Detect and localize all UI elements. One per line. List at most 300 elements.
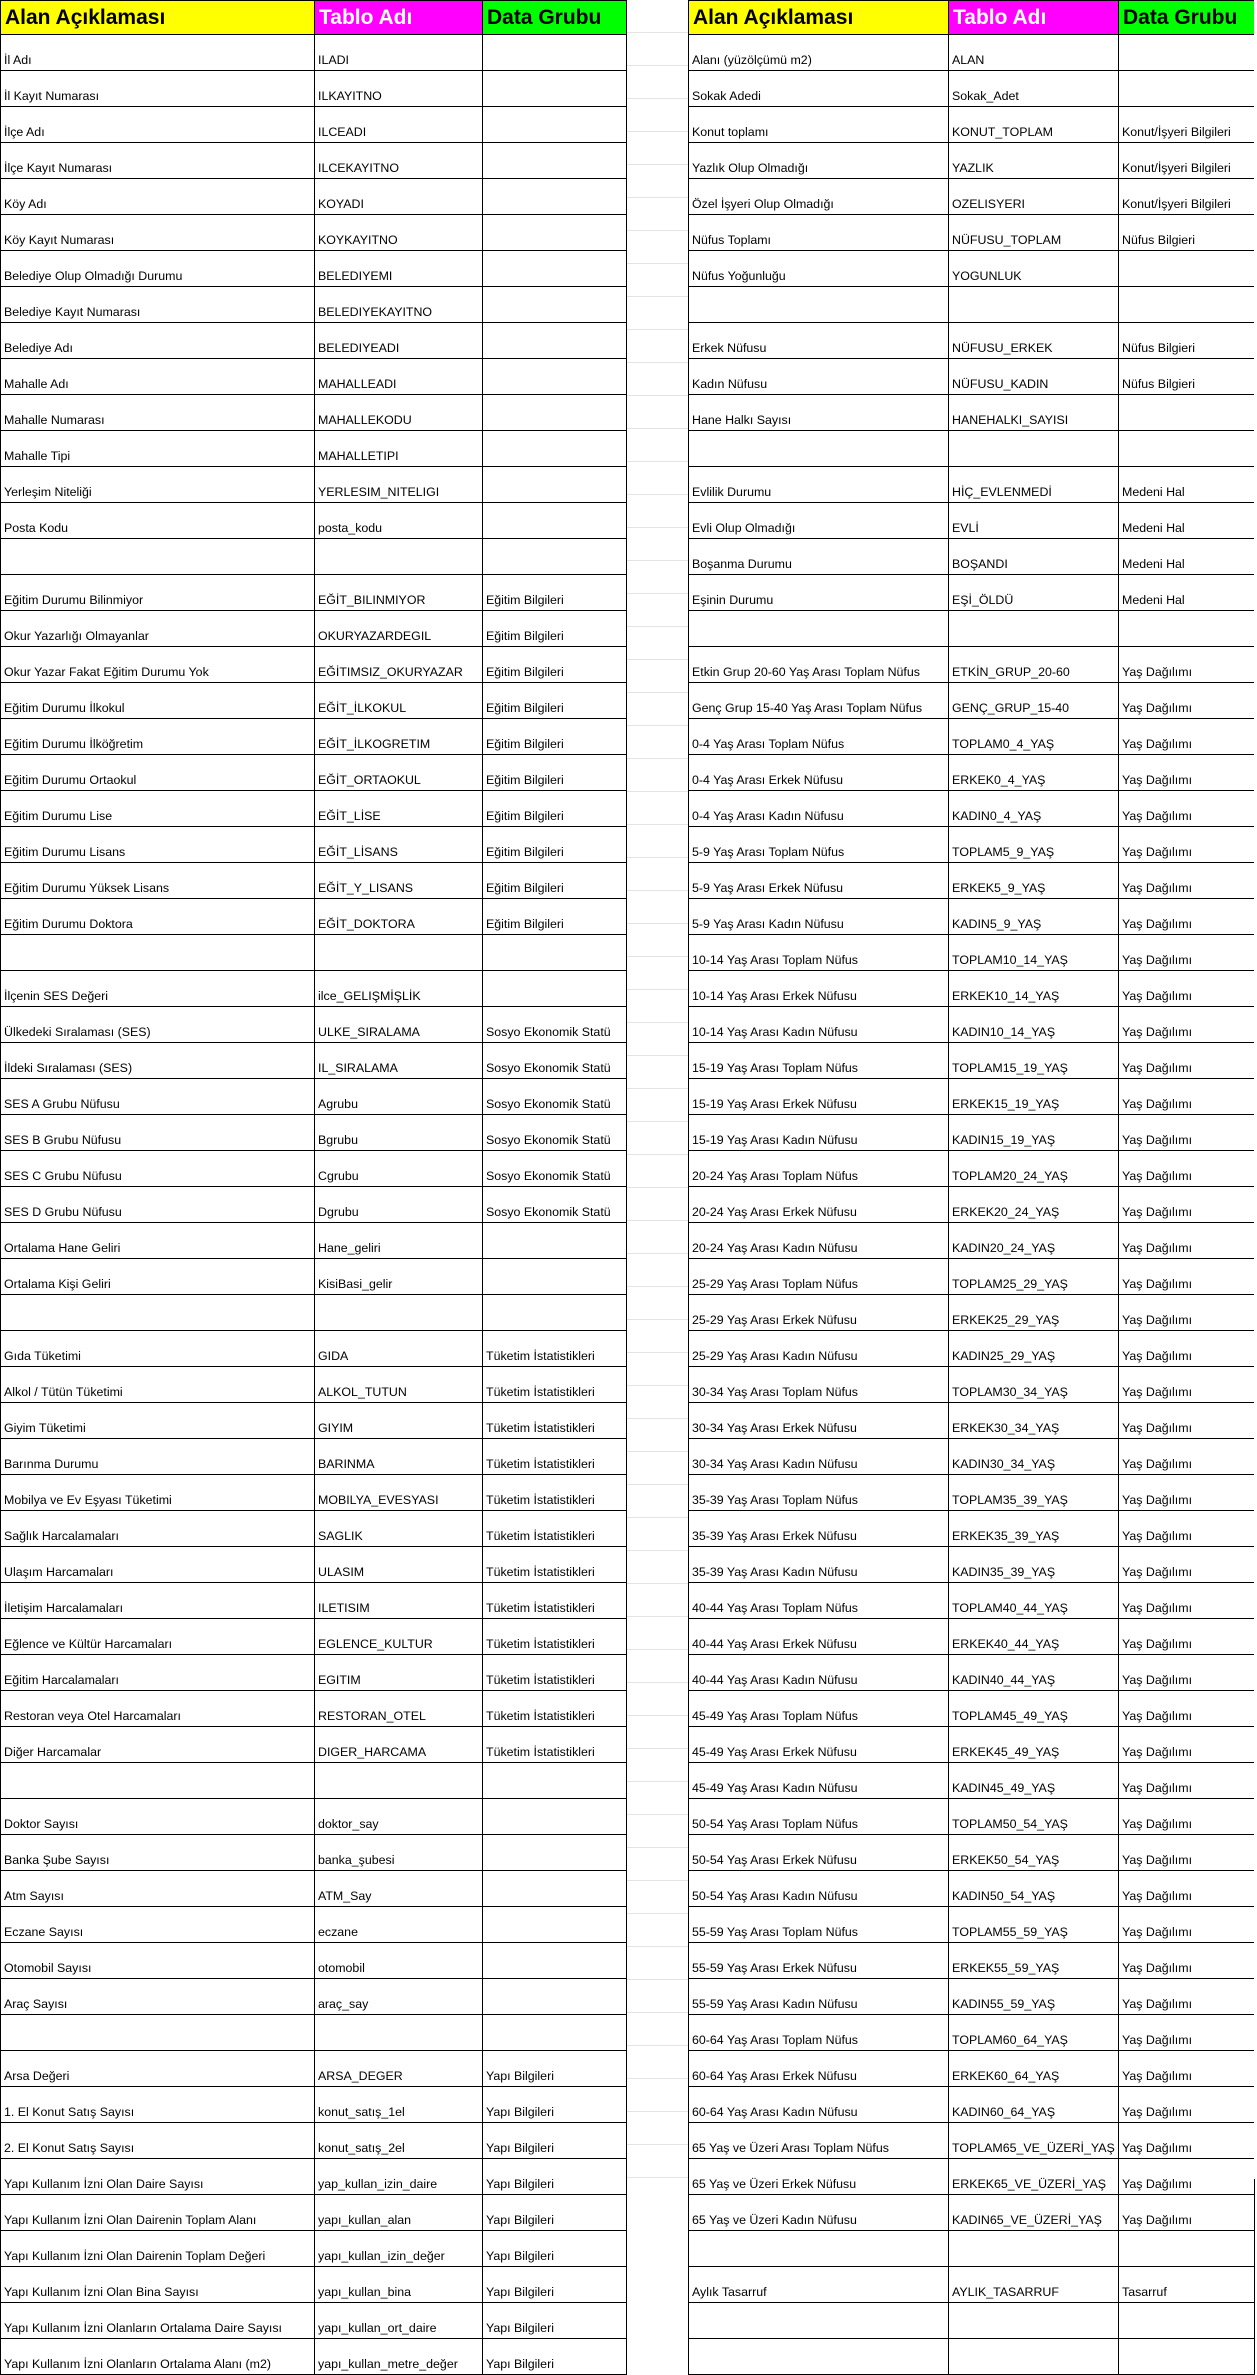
cell-data-group[interactable] [1119,611,1255,647]
cell-description[interactable]: 2. El Konut Satış Sayısı [1,2123,315,2159]
header-data-group[interactable]: Data Grubu [1119,1,1255,35]
header-description[interactable]: Alan Açıklaması [1,1,315,35]
cell-description[interactable]: Araç Sayısı [1,1979,315,2015]
cell-data-group[interactable]: Sosyo Ekonomik Statü [483,1187,627,1223]
cell-description[interactable]: 35-39 Yaş Arası Erkek Nüfusu [689,1511,949,1547]
cell-table-name[interactable]: TOPLAM25_29_YAŞ [949,1259,1119,1295]
cell-table-name[interactable]: ERKEK45_49_YAŞ [949,1727,1119,1763]
cell-table-name[interactable]: BELEDIYEMI [315,251,483,287]
cell-description[interactable]: 45-49 Yaş Arası Toplam Nüfus [689,1691,949,1727]
cell-data-group[interactable]: Sosyo Ekonomik Statü [483,1151,627,1187]
cell-description[interactable]: İlçenin SES Değeri [1,971,315,1007]
cell-description[interactable]: Özel İşyeri Olup Olmadığı [689,179,949,215]
cell-data-group[interactable]: Yaş Dağılımı [1119,1727,1255,1763]
cell-description[interactable] [689,2303,949,2339]
cell-data-group[interactable]: Yaş Dağılımı [1119,2159,1255,2195]
cell-description[interactable]: Eğitim Durumu İlkokul [1,683,315,719]
cell-table-name[interactable]: HİÇ_EVLENMEDİ [949,467,1119,503]
cell-data-group[interactable]: Yaş Dağılımı [1119,2087,1255,2123]
cell-data-group[interactable]: Medeni Hal [1119,467,1255,503]
cell-table-name[interactable]: TOPLAM10_14_YAŞ [949,935,1119,971]
cell-description[interactable]: 5-9 Yaş Arası Toplam Nüfus [689,827,949,863]
cell-table-name[interactable]: TOPLAM65_VE_ÜZERİ_YAŞ [949,2123,1119,2159]
cell-description[interactable]: 55-59 Yaş Arası Toplam Nüfus [689,1907,949,1943]
cell-data-group[interactable]: Nüfus Bilgieri [1119,359,1255,395]
cell-description[interactable]: Posta Kodu [1,503,315,539]
cell-table-name[interactable]: ERKEK5_9_YAŞ [949,863,1119,899]
cell-table-name[interactable]: IL_SIRALAMA [315,1043,483,1079]
cell-description[interactable]: Kadın Nüfusu [689,359,949,395]
cell-data-group[interactable] [483,1799,627,1835]
cell-table-name[interactable]: TOPLAM20_24_YAŞ [949,1151,1119,1187]
cell-data-group[interactable]: Yapı Bilgileri [483,2231,627,2267]
cell-table-name[interactable]: KADIN15_19_YAŞ [949,1115,1119,1151]
cell-description[interactable]: Yerleşim Niteliği [1,467,315,503]
cell-description[interactable] [1,539,315,575]
cell-data-group[interactable]: Medeni Hal [1119,503,1255,539]
cell-data-group[interactable]: Sosyo Ekonomik Statü [483,1079,627,1115]
cell-table-name[interactable]: ERKEK40_44_YAŞ [949,1619,1119,1655]
cell-table-name[interactable]: ERKEK50_54_YAŞ [949,1835,1119,1871]
cell-description[interactable]: Eczane Sayısı [1,1907,315,1943]
cell-description[interactable]: Arsa Değeri [1,2051,315,2087]
cell-description[interactable] [689,2339,949,2375]
cell-description[interactable]: Eğitim Durumu Lise [1,791,315,827]
cell-table-name[interactable]: ILCEADI [315,107,483,143]
cell-data-group[interactable] [483,71,627,107]
cell-data-group[interactable] [483,107,627,143]
cell-table-name[interactable]: BELEDIYEKAYITNO [315,287,483,323]
cell-data-group[interactable]: Yaş Dağılımı [1119,1763,1255,1799]
cell-description[interactable]: Eğitim Durumu İlköğretim [1,719,315,755]
cell-table-name[interactable]: Hane_geliri [315,1223,483,1259]
cell-description[interactable]: İlçe Kayıt Numarası [1,143,315,179]
cell-description[interactable] [689,431,949,467]
cell-table-name[interactable]: BOŞANDI [949,539,1119,575]
cell-description[interactable]: Boşanma Durumu [689,539,949,575]
cell-data-group[interactable] [483,971,627,1007]
cell-data-group[interactable]: Tüketim İstatistikleri [483,1331,627,1367]
cell-description[interactable]: Etkin Grup 20-60 Yaş Arası Toplam Nüfus [689,647,949,683]
cell-table-name[interactable] [949,611,1119,647]
cell-description[interactable]: Yapı Kullanım İzni Olan Bina Sayısı [1,2267,315,2303]
cell-data-group[interactable]: Yapı Bilgileri [483,2267,627,2303]
cell-description[interactable]: 15-19 Yaş Arası Erkek Nüfusu [689,1079,949,1115]
cell-description[interactable]: Alkol / Tütün Tüketimi [1,1367,315,1403]
cell-description[interactable] [1,1763,315,1799]
cell-description[interactable]: 15-19 Yaş Arası Toplam Nüfus [689,1043,949,1079]
cell-description[interactable]: Konut toplamı [689,107,949,143]
cell-table-name[interactable]: KADIN35_39_YAŞ [949,1547,1119,1583]
cell-table-name[interactable]: yapı_kullan_alan [315,2195,483,2231]
cell-description[interactable]: Ortalama Kişi Geliri [1,1259,315,1295]
cell-table-name[interactable]: YOGUNLUK [949,251,1119,287]
cell-table-name[interactable] [949,431,1119,467]
cell-data-group[interactable]: Yaş Dağılımı [1119,1295,1255,1331]
cell-data-group[interactable]: Tasarruf [1119,2267,1255,2303]
cell-data-group[interactable]: Yaş Dağılımı [1119,647,1255,683]
cell-table-name[interactable]: KADIN55_59_YAŞ [949,1979,1119,2015]
cell-table-name[interactable]: ILETISIM [315,1583,483,1619]
cell-table-name[interactable]: GENÇ_GRUP_15-40 [949,683,1119,719]
cell-table-name[interactable]: yapı_kullan_ort_daire [315,2303,483,2339]
cell-table-name[interactable]: ATM_Say [315,1871,483,1907]
cell-table-name[interactable]: SAGLIK [315,1511,483,1547]
cell-data-group[interactable] [483,1943,627,1979]
cell-description[interactable]: 30-34 Yaş Arası Toplam Nüfus [689,1367,949,1403]
cell-table-name[interactable] [315,2015,483,2051]
cell-description[interactable]: 0-4 Yaş Arası Toplam Nüfus [689,719,949,755]
cell-table-name[interactable]: ILADI [315,35,483,71]
cell-data-group[interactable] [483,323,627,359]
cell-description[interactable]: Ortalama Hane Geliri [1,1223,315,1259]
cell-data-group[interactable] [483,1223,627,1259]
cell-description[interactable]: Yazlık Olup Olmadığı [689,143,949,179]
cell-data-group[interactable]: Tüketim İstatistikleri [483,1583,627,1619]
header-table-name[interactable]: Tablo Adı [949,1,1119,35]
cell-data-group[interactable]: Eğitim Bilgileri [483,827,627,863]
cell-table-name[interactable]: EGITIM [315,1655,483,1691]
cell-description[interactable]: Yapı Kullanım İzni Olan Daire Sayısı [1,2159,315,2195]
cell-table-name[interactable]: ERKEK25_29_YAŞ [949,1295,1119,1331]
cell-description[interactable]: 20-24 Yaş Arası Erkek Nüfusu [689,1187,949,1223]
cell-table-name[interactable]: BELEDIYEADI [315,323,483,359]
cell-data-group[interactable]: Yapı Bilgileri [483,2195,627,2231]
cell-table-name[interactable]: MAHALLEADI [315,359,483,395]
cell-table-name[interactable]: OZELISYERI [949,179,1119,215]
cell-data-group[interactable] [483,287,627,323]
cell-data-group[interactable]: Yaş Dağılımı [1119,1403,1255,1439]
cell-table-name[interactable]: KADIN25_29_YAŞ [949,1331,1119,1367]
cell-table-name[interactable]: ILCEKAYITNO [315,143,483,179]
cell-data-group[interactable] [1119,71,1255,107]
cell-table-name[interactable]: KOYADI [315,179,483,215]
cell-table-name[interactable]: EĞİT_Y_LISANS [315,863,483,899]
cell-data-group[interactable]: Yaş Dağılımı [1119,1835,1255,1871]
cell-description[interactable]: Köy Kayıt Numarası [1,215,315,251]
cell-table-name[interactable]: Sokak_Adet [949,71,1119,107]
cell-description[interactable]: 20-24 Yaş Arası Kadın Nüfusu [689,1223,949,1259]
cell-table-name[interactable]: NÜFUSU_TOPLAM [949,215,1119,251]
cell-table-name[interactable]: OKURYAZARDEGIL [315,611,483,647]
cell-data-group[interactable]: Eğitim Bilgileri [483,683,627,719]
cell-table-name[interactable]: NÜFUSU_KADIN [949,359,1119,395]
cell-data-group[interactable]: Yaş Dağılımı [1119,935,1255,971]
cell-data-group[interactable]: Konut/İşyeri Bilgileri [1119,179,1255,215]
cell-data-group[interactable]: Yapı Bilgileri [483,2339,627,2375]
cell-table-name[interactable]: araç_say [315,1979,483,2015]
cell-description[interactable]: Eğitim Harcalamaları [1,1655,315,1691]
header-data-group[interactable]: Data Grubu [483,1,627,35]
cell-data-group[interactable] [1119,2231,1255,2267]
cell-data-group[interactable]: Yaş Dağılımı [1119,1583,1255,1619]
cell-description[interactable]: Okur Yazarlığı Olmayanlar [1,611,315,647]
cell-table-name[interactable]: ULASIM [315,1547,483,1583]
cell-data-group[interactable]: Sosyo Ekonomik Statü [483,1007,627,1043]
cell-data-group[interactable] [1119,2339,1255,2375]
cell-table-name[interactable]: TOPLAM0_4_YAŞ [949,719,1119,755]
cell-data-group[interactable]: Eğitim Bilgileri [483,899,627,935]
cell-table-name[interactable]: ULKE_SIRALAMA [315,1007,483,1043]
cell-table-name[interactable]: TOPLAM30_34_YAŞ [949,1367,1119,1403]
cell-table-name[interactable]: Cgrubu [315,1151,483,1187]
cell-description[interactable]: Eğitim Durumu Ortaokul [1,755,315,791]
cell-table-name[interactable]: TOPLAM50_54_YAŞ [949,1799,1119,1835]
cell-description[interactable] [689,2231,949,2267]
cell-description[interactable]: Mobilya ve Ev Eşyası Tüketimi [1,1475,315,1511]
cell-table-name[interactable]: EĞİT_BILINMIYOR [315,575,483,611]
cell-table-name[interactable]: EĞİT_İLKOGRETIM [315,719,483,755]
cell-table-name[interactable]: KADIN0_4_YAŞ [949,791,1119,827]
cell-description[interactable]: 5-9 Yaş Arası Kadın Nüfusu [689,899,949,935]
cell-table-name[interactable]: banka_şubesi [315,1835,483,1871]
cell-description[interactable]: 60-64 Yaş Arası Erkek Nüfusu [689,2051,949,2087]
cell-table-name[interactable]: BARINMA [315,1439,483,1475]
cell-data-group[interactable]: Yaş Dağılımı [1119,1367,1255,1403]
cell-data-group[interactable]: Yaş Dağılımı [1119,1007,1255,1043]
cell-description[interactable]: Nüfus Toplamı [689,215,949,251]
cell-table-name[interactable]: konut_satış_1el [315,2087,483,2123]
cell-description[interactable]: SES B Grubu Nüfusu [1,1115,315,1151]
cell-data-group[interactable]: Yapı Bilgileri [483,2123,627,2159]
cell-table-name[interactable]: TOPLAM45_49_YAŞ [949,1691,1119,1727]
cell-description[interactable]: Giyim Tüketimi [1,1403,315,1439]
cell-table-name[interactable]: ETKİN_GRUP_20-60 [949,647,1119,683]
cell-data-group[interactable]: Eğitim Bilgileri [483,755,627,791]
cell-data-group[interactable]: Yaş Dağılımı [1119,719,1255,755]
cell-data-group[interactable]: Yaş Dağılımı [1119,2015,1255,2051]
cell-data-group[interactable] [483,539,627,575]
cell-table-name[interactable] [949,2339,1119,2375]
cell-table-name[interactable] [949,2303,1119,2339]
cell-description[interactable]: 1. El Konut Satış Sayısı [1,2087,315,2123]
cell-description[interactable]: Barınma Durumu [1,1439,315,1475]
cell-description[interactable]: 60-64 Yaş Arası Kadın Nüfusu [689,2087,949,2123]
cell-data-group[interactable]: Yaş Dağılımı [1119,2195,1255,2231]
cell-data-group[interactable]: Yaş Dağılımı [1119,827,1255,863]
cell-description[interactable]: Ülkedeki Sıralaması (SES) [1,1007,315,1043]
cell-data-group[interactable]: Tüketim İstatistikleri [483,1727,627,1763]
cell-data-group[interactable] [483,143,627,179]
cell-data-group[interactable] [483,251,627,287]
cell-description[interactable]: 5-9 Yaş Arası Erkek Nüfusu [689,863,949,899]
cell-table-name[interactable]: ilce_GELIŞMİŞLİK [315,971,483,1007]
cell-description[interactable]: 65 Yaş ve Üzeri Kadın Nüfusu [689,2195,949,2231]
cell-data-group[interactable]: Yaş Dağılımı [1119,899,1255,935]
cell-description[interactable]: Belediye Kayıt Numarası [1,287,315,323]
cell-description[interactable]: 45-49 Yaş Arası Erkek Nüfusu [689,1727,949,1763]
cell-data-group[interactable] [483,1763,627,1799]
cell-data-group[interactable] [1119,431,1255,467]
cell-description[interactable]: 0-4 Yaş Arası Erkek Nüfusu [689,755,949,791]
cell-description[interactable]: 0-4 Yaş Arası Kadın Nüfusu [689,791,949,827]
cell-description[interactable]: İletişim Harcalamaları [1,1583,315,1619]
cell-description[interactable]: Evlilik Durumu [689,467,949,503]
cell-data-group[interactable] [483,1295,627,1331]
cell-description[interactable]: Mahalle Numarası [1,395,315,431]
cell-data-group[interactable]: Yaş Dağılımı [1119,1691,1255,1727]
cell-table-name[interactable]: TOPLAM40_44_YAŞ [949,1583,1119,1619]
cell-data-group[interactable] [1119,2303,1255,2339]
cell-data-group[interactable]: Yaş Dağılımı [1119,1223,1255,1259]
cell-table-name[interactable]: GIYIM [315,1403,483,1439]
cell-description[interactable]: İlçe Adı [1,107,315,143]
cell-description[interactable]: Atm Sayısı [1,1871,315,1907]
cell-description[interactable]: SES C Grubu Nüfusu [1,1151,315,1187]
cell-description[interactable]: İl Kayıt Numarası [1,71,315,107]
cell-description[interactable]: Sağlık Harcalamaları [1,1511,315,1547]
cell-data-group[interactable]: Yaş Dağılımı [1119,755,1255,791]
cell-table-name[interactable]: posta_kodu [315,503,483,539]
cell-data-group[interactable]: Tüketim İstatistikleri [483,1439,627,1475]
cell-description[interactable]: 10-14 Yaş Arası Erkek Nüfusu [689,971,949,1007]
cell-table-name[interactable] [949,2231,1119,2267]
cell-description[interactable]: SES D Grubu Nüfusu [1,1187,315,1223]
cell-table-name[interactable]: ALKOL_TUTUN [315,1367,483,1403]
cell-table-name[interactable]: KADIN30_34_YAŞ [949,1439,1119,1475]
cell-data-group[interactable]: Yaş Dağılımı [1119,1331,1255,1367]
cell-table-name[interactable]: EĞİTIMSIZ_OKURYAZAR [315,647,483,683]
cell-table-name[interactable]: KOYKAYITNO [315,215,483,251]
cell-table-name[interactable]: EĞİT_LİSE [315,791,483,827]
cell-description[interactable]: SES A Grubu Nüfusu [1,1079,315,1115]
cell-table-name[interactable]: TOPLAM35_39_YAŞ [949,1475,1119,1511]
cell-description[interactable]: Sokak Adedi [689,71,949,107]
cell-data-group[interactable]: Nüfus Bilgieri [1119,323,1255,359]
cell-table-name[interactable]: TOPLAM60_64_YAŞ [949,2015,1119,2051]
cell-data-group[interactable]: Yaş Dağılımı [1119,1979,1255,2015]
cell-data-group[interactable]: Eğitim Bilgileri [483,719,627,755]
cell-description[interactable]: 40-44 Yaş Arası Toplam Nüfus [689,1583,949,1619]
cell-description[interactable]: Eğlence ve Kültür Harcamaları [1,1619,315,1655]
cell-table-name[interactable]: eczane [315,1907,483,1943]
cell-data-group[interactable]: Yaş Dağılımı [1119,1187,1255,1223]
cell-data-group[interactable] [483,1259,627,1295]
cell-table-name[interactable]: KisiBasi_gelir [315,1259,483,1295]
cell-data-group[interactable]: Yaş Dağılımı [1119,1907,1255,1943]
cell-description[interactable]: 55-59 Yaş Arası Erkek Nüfusu [689,1943,949,1979]
cell-description[interactable]: Yapı Kullanım İzni Olanların Ortalama Daire Sayısı [1,2303,315,2339]
cell-description[interactable]: 35-39 Yaş Arası Kadın Nüfusu [689,1547,949,1583]
cell-description[interactable]: Eşinin Durumu [689,575,949,611]
cell-data-group[interactable]: Tüketim İstatistikleri [483,1367,627,1403]
cell-data-group[interactable]: Yaş Dağılımı [1119,1655,1255,1691]
cell-data-group[interactable]: Yaş Dağılımı [1119,1079,1255,1115]
cell-description[interactable] [689,287,949,323]
cell-data-group[interactable] [1119,395,1255,431]
cell-table-name[interactable]: HANEHALKI_SAYISI [949,395,1119,431]
cell-description[interactable]: Eğitim Durumu Lisans [1,827,315,863]
cell-description[interactable]: 35-39 Yaş Arası Toplam Nüfus [689,1475,949,1511]
cell-table-name[interactable]: ALAN [949,35,1119,71]
cell-description[interactable]: Erkek Nüfusu [689,323,949,359]
cell-description[interactable]: 55-59 Yaş Arası Kadın Nüfusu [689,1979,949,2015]
cell-data-group[interactable] [483,179,627,215]
cell-table-name[interactable]: KADIN65_VE_ÜZERİ_YAŞ [949,2195,1119,2231]
cell-table-name[interactable]: NÜFUSU_ERKEK [949,323,1119,359]
cell-data-group[interactable]: Yaş Dağılımı [1119,2123,1255,2159]
cell-table-name[interactable]: EŞİ_ÖLDÜ [949,575,1119,611]
cell-data-group[interactable]: Yaş Dağılımı [1119,791,1255,827]
cell-data-group[interactable]: Yaş Dağılımı [1119,1115,1255,1151]
cell-data-group[interactable] [483,935,627,971]
cell-table-name[interactable]: ERKEK55_59_YAŞ [949,1943,1119,1979]
header-table-name[interactable]: Tablo Adı [315,1,483,35]
cell-description[interactable]: 65 Yaş ve Üzeri Arası Toplam Nüfus [689,2123,949,2159]
cell-table-name[interactable]: KADIN10_14_YAŞ [949,1007,1119,1043]
cell-data-group[interactable] [483,1871,627,1907]
cell-description[interactable]: Belediye Olup Olmadığı Durumu [1,251,315,287]
cell-data-group[interactable]: Konut/İşyeri Bilgileri [1119,143,1255,179]
cell-table-name[interactable]: ERKEK65_VE_ÜZERİ_YAŞ [949,2159,1119,2195]
cell-table-name[interactable]: KONUT_TOPLAM [949,107,1119,143]
cell-data-group[interactable]: Yaş Dağılımı [1119,1151,1255,1187]
cell-description[interactable] [1,935,315,971]
cell-table-name[interactable]: konut_satış_2el [315,2123,483,2159]
cell-data-group[interactable]: Tüketim İstatistikleri [483,1475,627,1511]
cell-data-group[interactable]: Tüketim İstatistikleri [483,1403,627,1439]
cell-table-name[interactable]: DIGER_HARCAMA [315,1727,483,1763]
cell-description[interactable]: 40-44 Yaş Arası Kadın Nüfusu [689,1655,949,1691]
cell-description[interactable]: 60-64 Yaş Arası Toplam Nüfus [689,2015,949,2051]
cell-data-group[interactable] [483,35,627,71]
cell-data-group[interactable]: Yaş Dağılımı [1119,1259,1255,1295]
cell-description[interactable]: Yapı Kullanım İzni Olanların Ortalama Alanı (m2) [1,2339,315,2375]
cell-table-name[interactable]: ERKEK0_4_YAŞ [949,755,1119,791]
cell-description[interactable]: 50-54 Yaş Arası Erkek Nüfusu [689,1835,949,1871]
cell-data-group[interactable] [483,395,627,431]
cell-data-group[interactable]: Konut/İşyeri Bilgileri [1119,107,1255,143]
cell-table-name[interactable]: EĞİT_DOKTORA [315,899,483,935]
cell-table-name[interactable]: AYLIK_TASARRUF [949,2267,1119,2303]
cell-table-name[interactable]: GIDA [315,1331,483,1367]
cell-table-name[interactable]: KADIN20_24_YAŞ [949,1223,1119,1259]
cell-data-group[interactable]: Tüketim İstatistikleri [483,1547,627,1583]
cell-table-name[interactable]: TOPLAM55_59_YAŞ [949,1907,1119,1943]
cell-table-name[interactable]: YAZLIK [949,143,1119,179]
cell-data-group[interactable]: Tüketim İstatistikleri [483,1619,627,1655]
cell-data-group[interactable]: Yaş Dağılımı [1119,971,1255,1007]
cell-data-group[interactable]: Yaş Dağılımı [1119,1511,1255,1547]
cell-description[interactable]: 30-34 Yaş Arası Erkek Nüfusu [689,1403,949,1439]
cell-data-group[interactable]: Nüfus Bilgieri [1119,215,1255,251]
cell-table-name[interactable] [315,935,483,971]
cell-data-group[interactable] [1119,251,1255,287]
cell-table-name[interactable]: otomobil [315,1943,483,1979]
cell-data-group[interactable] [483,215,627,251]
cell-table-name[interactable] [315,1295,483,1331]
cell-description[interactable]: Banka Şube Sayısı [1,1835,315,1871]
cell-data-group[interactable]: Sosyo Ekonomik Statü [483,1043,627,1079]
cell-data-group[interactable]: Tüketim İstatistikleri [483,1691,627,1727]
cell-description[interactable]: Mahalle Adı [1,359,315,395]
cell-description[interactable]: 25-29 Yaş Arası Toplam Nüfus [689,1259,949,1295]
cell-description[interactable]: Restoran veya Otel Harcamaları [1,1691,315,1727]
cell-table-name[interactable]: TOPLAM15_19_YAŞ [949,1043,1119,1079]
cell-table-name[interactable]: ERKEK35_39_YAŞ [949,1511,1119,1547]
cell-table-name[interactable]: ERKEK10_14_YAŞ [949,971,1119,1007]
cell-table-name[interactable]: Dgrubu [315,1187,483,1223]
cell-description[interactable]: Diğer Harcamalar [1,1727,315,1763]
cell-data-group[interactable] [1119,35,1255,71]
cell-data-group[interactable] [483,503,627,539]
cell-table-name[interactable]: Agrubu [315,1079,483,1115]
cell-data-group[interactable] [483,467,627,503]
cell-table-name[interactable]: EĞİT_ORTAOKUL [315,755,483,791]
cell-table-name[interactable]: ERKEK15_19_YAŞ [949,1079,1119,1115]
cell-data-group[interactable]: Yaş Dağılımı [1119,1475,1255,1511]
cell-data-group[interactable]: Yapı Bilgileri [483,2303,627,2339]
